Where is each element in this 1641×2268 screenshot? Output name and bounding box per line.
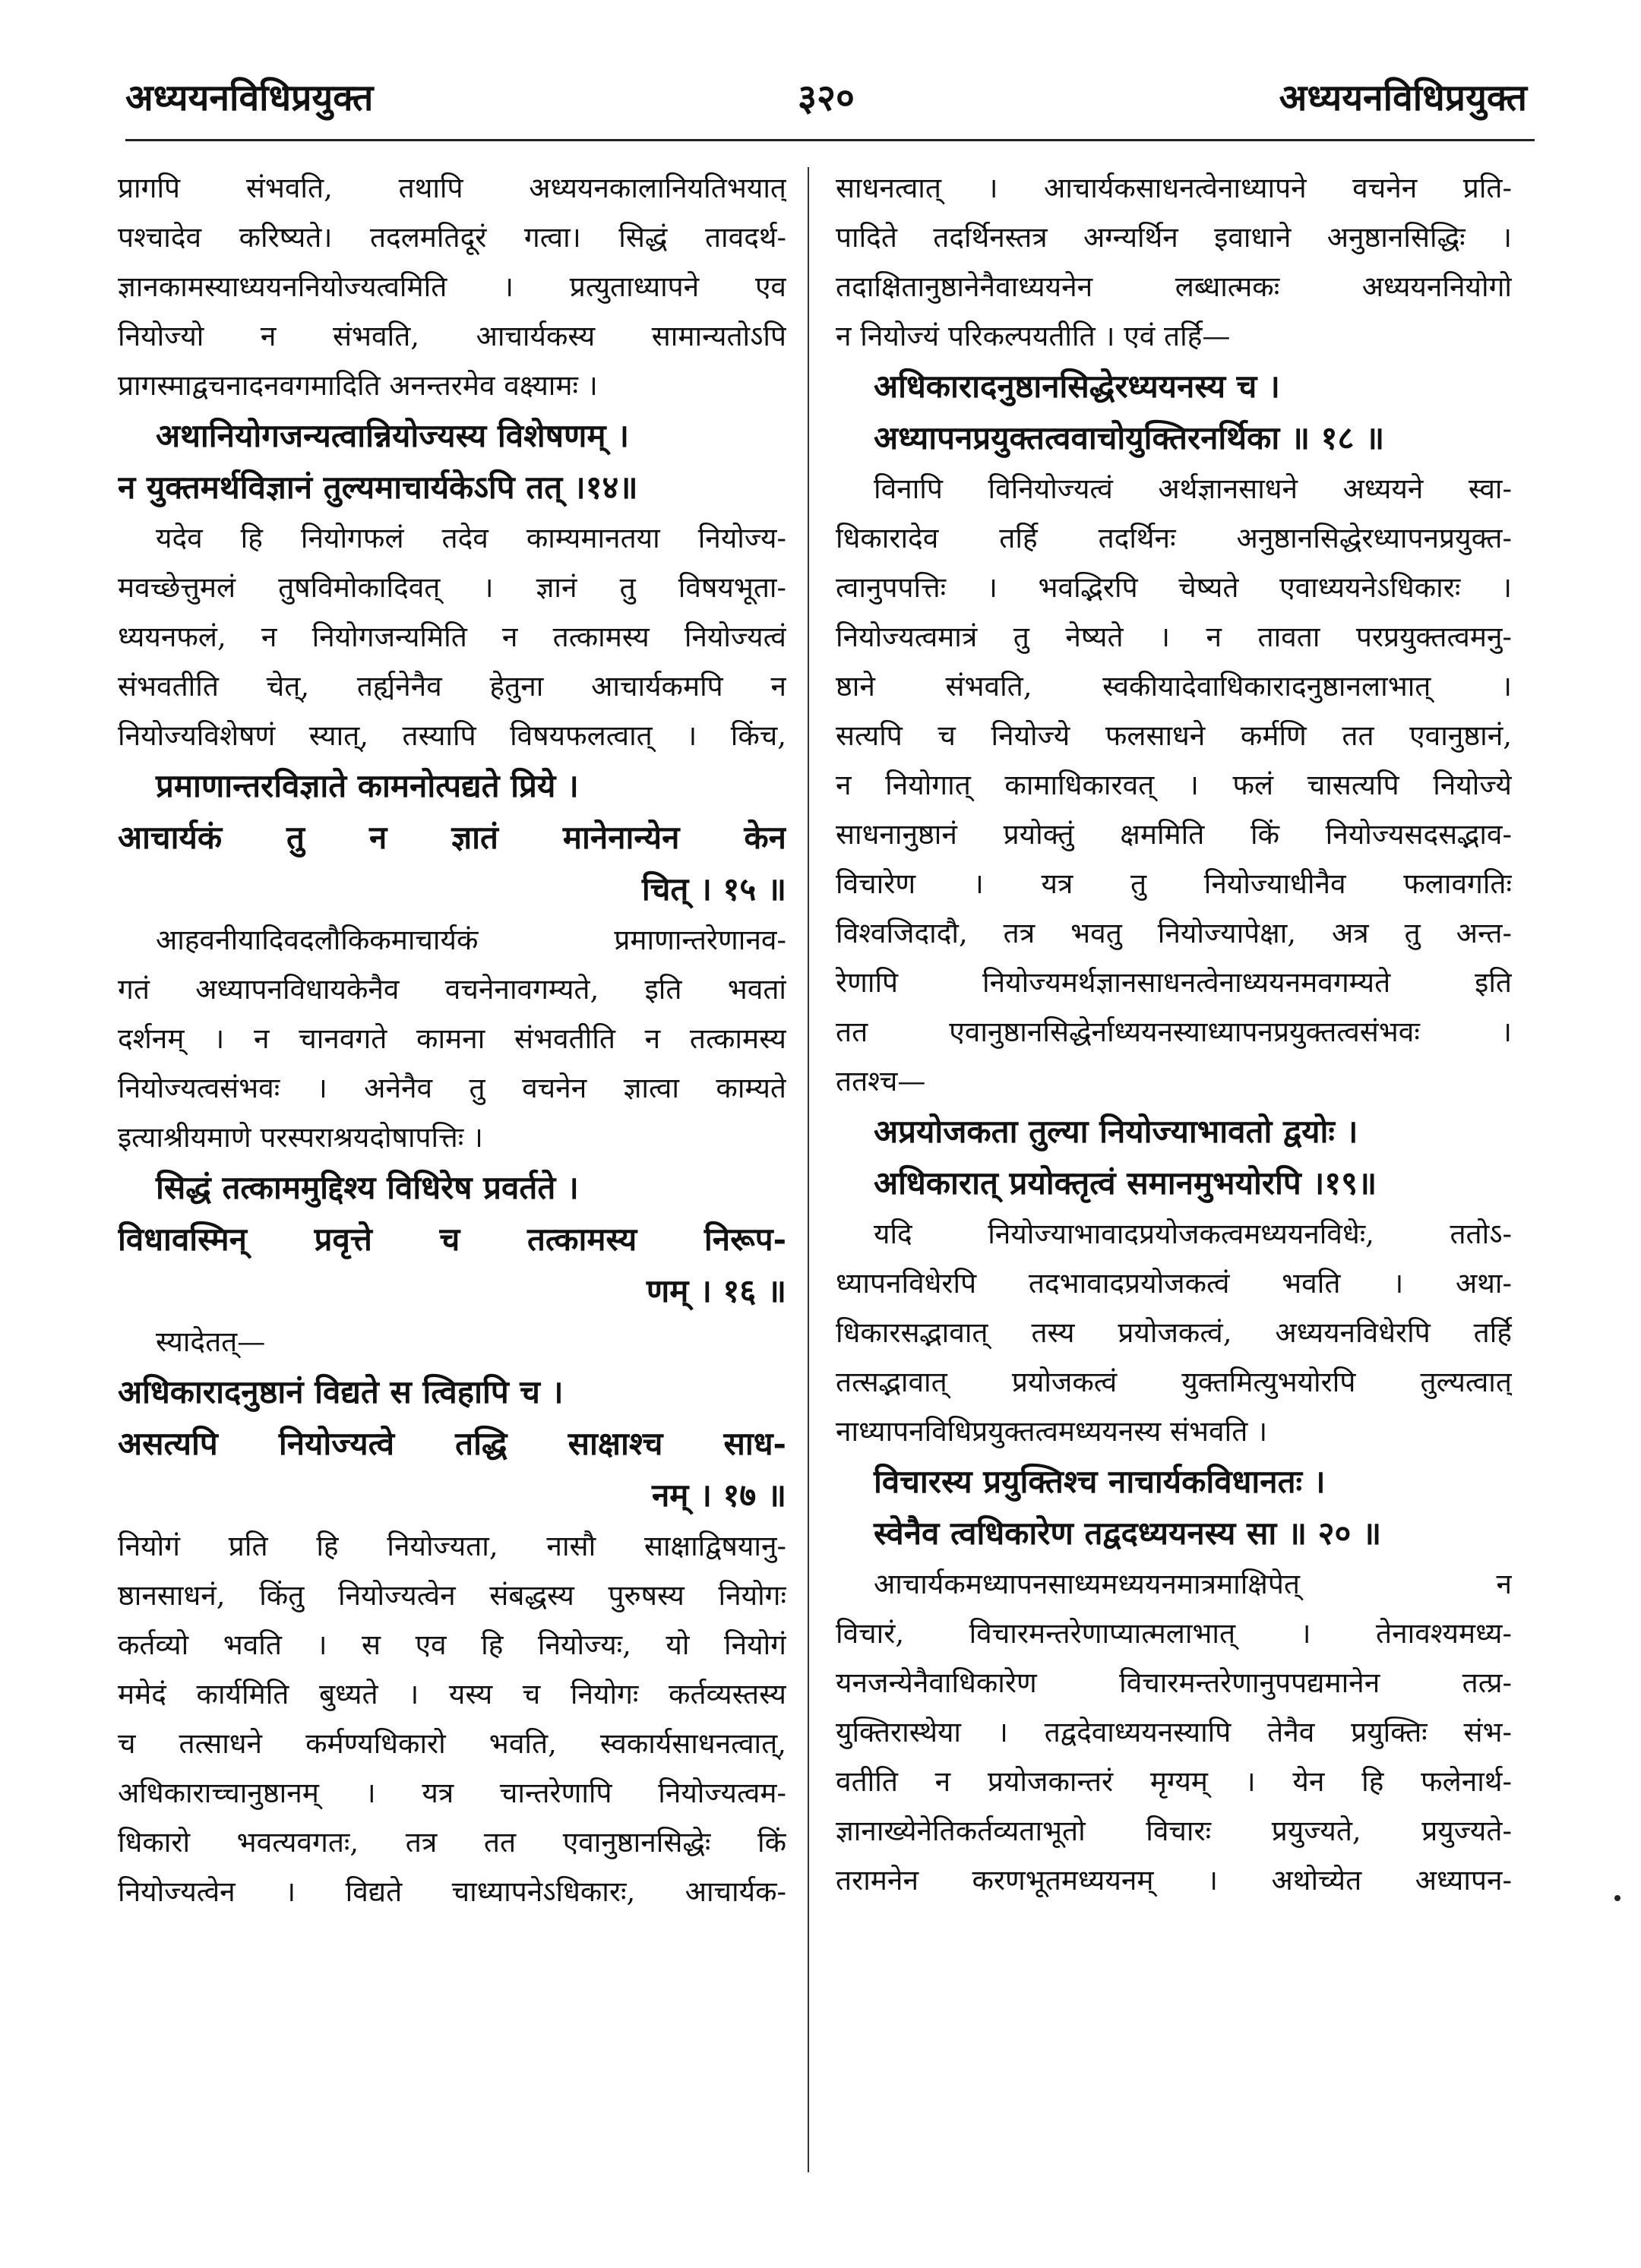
text-line: न नियोगात् कामाधिकारवत् । फलं चासत्यपि नियोज्ये (836, 769, 1512, 801)
text-line: नियोज्यत्वसंभवः । अनेनैव तु वचनेन ज्ञात्वा काम्यते (118, 1072, 786, 1104)
text-line: ततश्च— (836, 1065, 926, 1098)
text-line: कर्तव्यो भवति । स एव हि नियोज्यः, यो नियोगं (118, 1628, 786, 1661)
text-line: साधनानुष्ठानं प्रयोक्तुं क्षममिति किं नियोज्यसदसद्भाव- (836, 818, 1512, 851)
text-line: तत्सद्भावात् प्रयोजकत्वं युक्तमित्युभयोरपि तुल्यत्वात् (836, 1366, 1512, 1398)
text-line: तरामनेन करणभूतमध्ययनम् । अथोच्येत अध्यापन- (836, 1864, 1512, 1897)
text-line: विनापि विनियोज्यत्वं अर्थज्ञानसाधने अध्ययने स्वा- (874, 472, 1512, 505)
text-line: नियोज्यत्वमात्रं तु नेष्यते । न तावता परप्रयुक्तत्वमनु- (836, 621, 1512, 653)
verse-line: स्वेनैव त्वधिकारेण तद्वदध्ययनस्य सा ॥ २० ॥ (874, 1515, 1382, 1552)
text-line: रेणापि नियोज्यमर्थज्ञानसाधनत्वेनाध्ययनमवगम्यते इति (836, 966, 1512, 999)
text-line: गतं अध्यापनविधायकेनैव वचनेनावगम्यते, इति भवतां (118, 973, 786, 1006)
running-title-left: अध्ययनविधिप्रयुक्त (125, 77, 374, 119)
text-line: युक्तिरास्थेया । तद्वदेवाध्ययनस्यापि तेनैव प्रयुक्तिः संभ- (836, 1716, 1512, 1748)
verse-line: विधावस्मिन् प्रवृत्ते च तत्कामस्य निरूप- (118, 1221, 786, 1258)
verse-line: प्रमाणान्तरविज्ञाते कामनोत्पद्यते प्रिये । (156, 767, 579, 804)
verse-line: चित् । १५ ॥ (641, 870, 786, 908)
text-line: संभवतीति चेत्, तर्ह्यनेनैव हेतुना आचार्यकमपि न (118, 670, 786, 703)
text-line: आचार्यकमध्यापनसाध्यमध्ययनमात्रमाक्षिपेत् न (874, 1568, 1512, 1600)
text-line: नियोगं प्रति हि नियोज्यता, नासौ साक्षाद्विषयानु- (118, 1530, 786, 1562)
header-rule (125, 139, 1535, 141)
verse-line: आचार्यकं तु न ज्ञातं मानेनान्येन केन (118, 819, 786, 856)
verse-line: अध्यापनप्रयुक्तत्ववाचोयुक्तिरनर्थिका ॥ १८ ॥ (874, 419, 1385, 456)
text-line: यदि नियोज्याभावादप्रयोजकत्वमध्ययनविधेः, ततोऽ- (874, 1218, 1512, 1250)
verse-line: णम् । १६ ॥ (646, 1272, 786, 1309)
running-title-right: अध्ययनविधिप्रयुक्त (1279, 77, 1527, 119)
running-header (125, 72, 1527, 133)
verse-line: नम् । १७ ॥ (651, 1477, 786, 1514)
text-line: आहवनीयादिवदलौकिकमाचार्यकं प्रमाणान्तरेणानव- (156, 924, 786, 956)
text-line: विचारेण । यत्र तु नियोज्याधीनैव फलावगतिः (836, 867, 1512, 900)
text-line: वतीति न प्रयोजकान्तरं मृग्यम् । येन हि फलेनार्थ- (836, 1765, 1512, 1798)
text-line: तत एवानुष्ठानसिद्धेर्नाध्ययनस्याध्यापनप्रयुक्तत्वसंभवः । (836, 1016, 1512, 1048)
text-line: नाध्यापनविधिप्रयुक्तत्वमध्ययनस्य संभवति । (836, 1415, 1268, 1448)
text-line: यदेव हि नियोगफलं तदेव काम्यमानतया नियोज्य- (156, 522, 786, 554)
text-line: धिकारो भवत्यवगतः, तत्र तत एवानुष्ठानसिद्धेः किं (118, 1826, 786, 1859)
text-line: ध्ययनफलं, न नियोगजन्यमिति न तत्कामस्य नियोज्यत्वं (118, 621, 786, 653)
verse-line: सिद्धं तत्काममुद्दिश्य विधिरेष प्रवर्तते । (156, 1169, 579, 1206)
text-line: यनजन्येनैवाधिकारेण विचारमन्तरेणानुपपद्यमानेन तत्प्र- (836, 1666, 1512, 1699)
text-line: दर्शनम् । न चानवगते कामना संभवतीति न तत्कामस्य (118, 1022, 786, 1055)
text-line: सत्यपि च नियोज्ये फलसाधने कर्मणि तत एवानुष्ठानं, (836, 719, 1512, 752)
text-line: ममेदं कार्यमिति बुध्यते । यस्य च नियोगः कर्तव्यस्तस्य (118, 1678, 786, 1710)
text-line: ष्ठानसाधनं, किंतु नियोज्यत्वेन संबद्धस्य पुरुषस्य नियोगः (118, 1579, 786, 1612)
text-line: ज्ञानकामस्याध्ययननियोज्यत्वमिति । प्रत्युताध्यापने एव (118, 270, 786, 303)
verse-line: अप्रयोजकता तुल्या नियोज्याभावतो द्वयोः । (874, 1113, 1358, 1150)
text-line: धिकारसद्भावात् तस्य प्रयोजकत्वं, अध्ययनविधेरपि तर्हि (836, 1316, 1512, 1349)
verse-line: अथानियोगजन्यत्वान्नियोज्यस्य विशेषणम् । (156, 417, 629, 454)
text-line: ध्यापनविधेरपि तदभावादप्रयोजकत्वं भवति । अथा- (836, 1267, 1512, 1300)
text-line: पश्चादेव करिष्यते। तदलमतिदूरं गत्वा। सिद्धं तावदर्थ- (118, 221, 786, 254)
column-divider (808, 167, 809, 2172)
page-number: ३२० (798, 77, 855, 119)
text-line: प्रागपि संभवति, तथापि अध्ययनकालानियतिभयात् (118, 172, 786, 204)
text-line: मवच्छेत्तुमलं तुषविमोकादिवत् । ज्ञानं तु विषयभूता- (118, 571, 786, 604)
text-line: इत्याश्रीयमाणे परस्पराश्रयदोषापत्तिः । (118, 1121, 483, 1154)
text-line: नियोज्यविशेषणं स्यात्, तस्यापि विषयफलत्वात् । किंच, (118, 719, 786, 752)
verse-line: विचारस्य प्रयुक्तिश्च नाचार्यकविधानतः । (874, 1463, 1326, 1500)
text-line: नियोज्यत्वेन । विद्यते चाध्यापनेऽधिकारः, आचार्यक- (118, 1875, 786, 1908)
verse-line: अधिकारादनुष्ठानसिद्धेरध्ययनस्य च । (874, 368, 1280, 405)
text-line: त्वानुपपत्तिः । भवद्भिरपि चेष्यते एवाध्ययनेऽधिकारः । (836, 571, 1512, 604)
text-line: पादिते तदर्थिनस्तत्र अग्न्यर्थिन इवाधाने अनुष्ठानसिद्धिः । (836, 221, 1512, 254)
text-line: प्रागस्माद्वचनादनवगमादिति अनन्तरमेव वक्ष्यामः । (118, 369, 598, 402)
text-line: विश्वजिदादौ, तत्र भवतु नियोज्यापेक्षा, अत्र तु अन्त- (836, 917, 1512, 949)
text-line: धिकारादेव तर्हि तदर्थिनः अनुष्ठानसिद्धेरध्यापनप्रयुक्त- (836, 522, 1512, 554)
verse-line: अधिकारात् प्रयोक्तृत्वं समानमुभयोरपि ।१९॥ (874, 1164, 1377, 1202)
left-column (118, 163, 786, 2192)
verse-line: न युक्तमर्थविज्ञानं तुल्यमाचार्यकेऽपि तत् ।१४॥ (118, 469, 638, 506)
text-line: साधनत्वात् । आचार्यकसाधनत्वेनाध्यापने वचनेन प्रति- (836, 172, 1512, 204)
text-line: न नियोज्यं परिकल्पयतीति । एवं तर्हि— (836, 320, 1231, 352)
right-column (836, 163, 1512, 2192)
text-line: अधिकाराच्चानुष्ठानम् । यत्र चान्तरेणापि नियोज्यत्वम- (118, 1777, 786, 1809)
text-line: च तत्साधने कर्मण्यधिकारो भवति, स्वकार्यसाधनत्वात्, (118, 1727, 786, 1760)
text-line: स्यादेतत्— (156, 1325, 266, 1358)
text-line: तदाक्षितानुष्ठानेनैवाध्ययनेन लब्धात्मकः अध्ययननियोगो (836, 270, 1512, 303)
text-line: विचारं, विचारमन्तरेणाप्यात्मलाभात् । तेनावश्यमध्य- (836, 1617, 1512, 1650)
text-line: ष्ठाने संभवति, स्वकीयादेवाधिकारादनुष्ठानलाभात् । (836, 670, 1512, 703)
verse-line: अधिकारादनुष्ठानं विद्यते स त्विहापि च । (118, 1373, 564, 1410)
text-line: नियोज्यो न संभवति, आचार्यकस्य सामान्यतोऽपि (118, 320, 786, 352)
text-line: ज्ञानाख्येनेतिकर्तव्यताभूतो विचारः प्रयुज्यते, प्रयुज्यते- (836, 1815, 1512, 1847)
verse-line: असत्यपि नियोज्यत्वे तद्धि साक्षाश्च साध- (118, 1425, 786, 1462)
margin-dot (1614, 1895, 1620, 1901)
